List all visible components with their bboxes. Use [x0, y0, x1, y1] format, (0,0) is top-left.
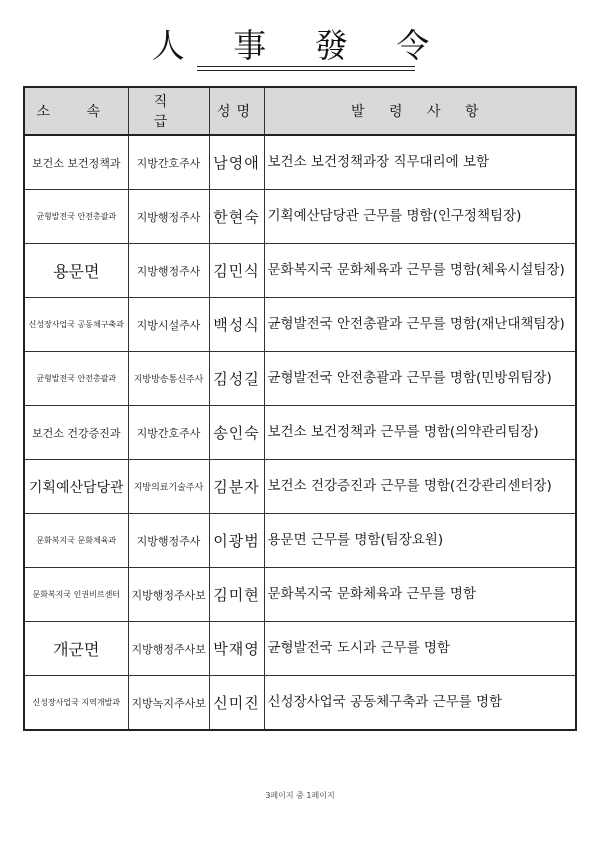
cell-name: 한현숙: [209, 190, 264, 244]
cell-department: 신성장사업국 공동체구축과: [24, 298, 128, 352]
cell-rank: 지방행정주사: [128, 244, 209, 298]
cell-department: 기획예산담당관: [24, 460, 128, 514]
cell-rank: 지방행정주사보: [128, 622, 209, 676]
cell-name: 김민식: [209, 244, 264, 298]
title-underline: [197, 66, 415, 67]
title-underline-second: [197, 70, 415, 71]
table-row: [24, 406, 576, 460]
header-name: 성명: [209, 87, 264, 135]
table-row: [24, 514, 576, 568]
cell-rank: 지방녹지주사보: [128, 676, 209, 731]
cell-detail: 기획예산담당관 근무를 명함(인구정책팀장): [264, 190, 576, 244]
personnel-orders-table: [23, 86, 577, 731]
cell-department: 문화복지국 문화체육과: [24, 514, 128, 568]
cell-rank: 지방간호주사: [128, 135, 209, 190]
cell-department: 개군면: [24, 622, 128, 676]
cell-department: 용문면: [24, 244, 128, 298]
cell-department: 보건소 건강증진과: [24, 406, 128, 460]
cell-name: 김성길: [209, 352, 264, 406]
cell-detail: 보건소 보건정책과장 직무대리에 보함: [264, 135, 576, 190]
cell-name: 박재영: [209, 622, 264, 676]
cell-detail: 문화복지국 문화체육과 근무를 명함(체육시설팀장): [264, 244, 576, 298]
page-title: 人 事 發 令: [151, 26, 449, 65]
cell-rank: 지방행정주사보: [128, 568, 209, 622]
cell-department: 문화복지국 인권비르센터: [24, 568, 128, 622]
table-row: [24, 568, 576, 622]
table-row: [24, 460, 576, 514]
cell-department: 균형발전국 안전총괄과: [24, 352, 128, 406]
table-row: [24, 190, 576, 244]
table-row: [24, 352, 576, 406]
table-header-row: [24, 87, 576, 135]
table-row: [24, 135, 576, 190]
cell-name: 이광범: [209, 514, 264, 568]
header-department: 소 속: [24, 87, 128, 135]
cell-name: 신미진: [209, 676, 264, 731]
cell-name: 김분자: [209, 460, 264, 514]
cell-rank: 지방방송통신주사: [128, 352, 209, 406]
header-detail: 발 령 사 항: [264, 87, 576, 135]
table-row: [24, 622, 576, 676]
cell-rank: 지방의료기술주사: [128, 460, 209, 514]
cell-detail: 보건소 건강증진과 근무를 명함(건강관리센터장): [264, 460, 576, 514]
cell-detail: 문화복지국 문화체육과 근무를 명함: [264, 568, 576, 622]
cell-department: 보건소 보건정책과: [24, 135, 128, 190]
cell-name: 송인숙: [209, 406, 264, 460]
cell-rank: 지방간호주사: [128, 406, 209, 460]
cell-rank: 지방시설주사: [128, 298, 209, 352]
cell-detail: 신성장사업국 공동체구축과 근무를 명함: [264, 676, 576, 731]
table-row: [24, 298, 576, 352]
header-rank: 직 급: [128, 87, 209, 135]
cell-detail: 균형발전국 안전총괄과 근무를 명함(민방위팀장): [264, 352, 576, 406]
cell-name: 김미현: [209, 568, 264, 622]
table-row: [24, 244, 576, 298]
page-footer: 3페이지 중 1페이지: [265, 791, 335, 800]
cell-detail: 균형발전국 도시과 근무를 명함: [264, 622, 576, 676]
cell-name: 백성식: [209, 298, 264, 352]
cell-rank: 지방행정주사: [128, 190, 209, 244]
cell-detail: 보건소 보건정책과 근무를 명함(의약관리팀장): [264, 406, 576, 460]
cell-name: 남영애: [209, 135, 264, 190]
table-row: [24, 676, 576, 731]
cell-department: 신성장사업국 지역개발과: [24, 676, 128, 731]
cell-detail: 균형발전국 안전총괄과 근무를 명함(재난대책팀장): [264, 298, 576, 352]
cell-detail: 용문면 근무를 명함(팀장요원): [264, 514, 576, 568]
cell-department: 균형발전국 안전총괄과: [24, 190, 128, 244]
cell-rank: 지방행정주사: [128, 514, 209, 568]
